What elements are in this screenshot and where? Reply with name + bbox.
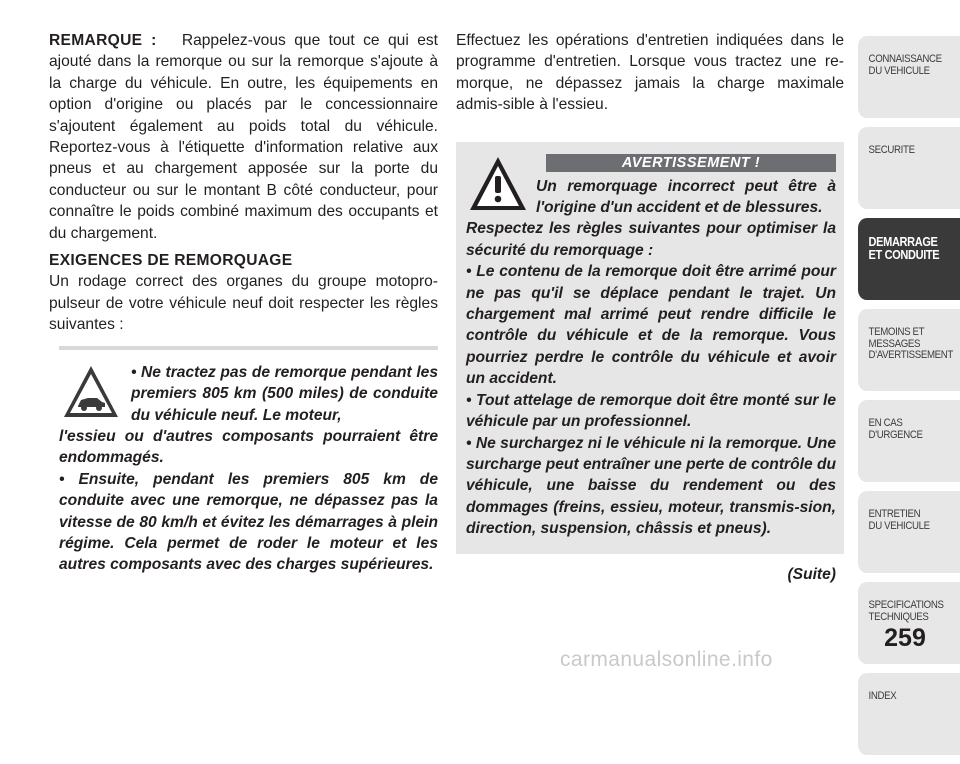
warning-bullet-1: • Le contenu de la remorque doit être arrimé pour ne pas qu'il se déplace pendant le trajet. Un chargement mal arrimé peut rendre difficile le contrôle du véhicule et de la remorque. Vous pourriez perdre le contrôle du véhicule et avoir un accident. [466,263,836,388]
right-column [456,30,844,585]
tab-connaissance[interactable] [858,36,960,118]
warning-title: AVERTISSEMENT ! [546,154,836,172]
warning-bullet-3: • Ne surchargez ni le véhicule ni la remorque. Une surcharge peut entraîner une perte de contrôle du véhicule, une baisse du rendement ou des dommages (freins, essieu, moteur, transmis-sion, direction, suspension, châssis et pneus). [466,434,836,538]
car-caution-icon [61,362,121,422]
note-bullet-1: • Ne tractez pas de remorque pendant les premiers 805 km (500 miles) de conduite du véhicule neuf. Le moteur, [131,363,438,424]
tab-entretien[interactable] [858,491,960,573]
continued-label: (Suite) [787,565,836,583]
remarque-label: REMARQUE : [49,32,157,49]
section-heading: EXIGENCES DE REMORQUAGE [49,252,293,270]
chapter-tabs [858,36,960,764]
page-number: 259 [884,624,926,652]
tab-label: CONNAISSANCE DU VEHICULE [868,53,942,77]
note-bullet-2: • Ensuite, pendant les premiers 805 km de conduite avec une remorque, ne dépassez pas la vitesse de 80 km/h et évitez les démarrages à plein régime. Cela permet de roder le moteur et les autres composants avec des charges supérieures. [59,470,438,574]
tab-label: TEMOINS ET MESSAGES D'AVERTISSEMENT [868,326,953,361]
maintenance-paragraph: Effectuez les opérations d'entretien indiquées dans le programme d'entretien. Lorsque vous tractez une re-morque, ne dépassez jamais la charge maximale admis-sible à l'essieu. [456,32,844,114]
tab-label: ENTRETIEN DU VEHICULE [868,508,930,532]
note-bullet-1-continued: l'essieu ou d'autres composants pourraient être endommagés. [59,427,438,467]
tab-demarrage[interactable] [858,218,960,300]
remarque-text: Rappelez-vous que tout ce qui est ajouté dans la remorque ou sur la remorque s'ajoute à la charge du véhicule. En outre, les équipements en option d'origine ou placés par le concessionnaire s'ajoutent également au poids total du véhicule. Reportez-vous à l'étiquette d'information relative aux pneus et au chargement apposée sur la porte du conducteur ou sur le montant B côté conducteur, pour connaître le poids combiné maximum des occupants et du chargement. [49,32,438,242]
intro-paragraph: Un rodage correct des organes du groupe motopro-pulseur de votre véhicule neuf doit respecter les règles suivantes : [49,273,438,334]
tab-label: EN CAS D'URGENCE [868,417,923,441]
tab-temoins[interactable] [858,309,960,391]
warning-triangle-icon [468,154,528,214]
warning-bullet-2: • Tout attelage de remorque doit être monté sur le véhicule par un professionnel. [466,391,836,431]
warning-box [456,142,844,554]
tab-label: SECURITE [868,144,915,156]
tab-securite[interactable] [858,127,960,209]
warning-text: Un remorquage incorrect peut être à l'origine d'un accident et de blessures. [536,177,836,217]
warning-text-continued: Respectez les règles suivantes pour optimiser la sécurité du remorquage : [466,220,836,259]
remarque-paragraph [49,30,438,244]
tab-urgence[interactable] [858,400,960,482]
watermark: carmanualsonline.info [560,648,773,671]
caution-note [59,346,438,576]
left-column [49,30,438,576]
tab-index[interactable] [858,673,960,755]
tab-label: DEMARRAGE ET CONDUITE [868,235,940,262]
tab-label: INDEX [868,690,897,702]
tab-label: SPECIFICATIONS TECHNIQUES [868,599,944,623]
